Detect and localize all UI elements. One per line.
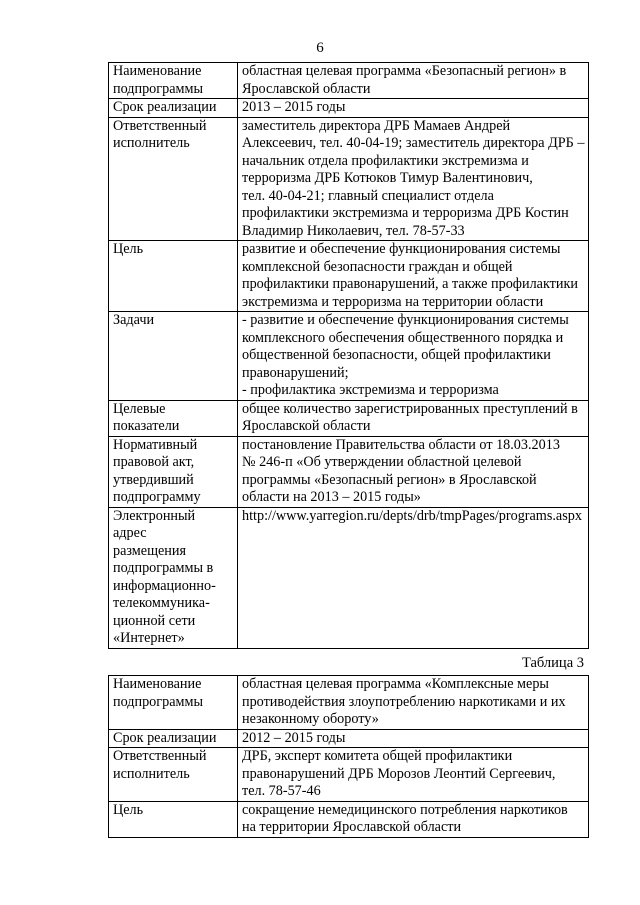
- row-label-line: подпрограммы: [113, 693, 203, 710]
- row-label-line: Электронный: [113, 507, 196, 524]
- row-value-cell: [238, 507, 589, 648]
- row-value-line: сокращение немедицинского потребления наркотиков: [242, 801, 568, 818]
- row-value-cell: [238, 801, 589, 837]
- row-label-cell: [109, 748, 238, 802]
- row-value-line: тел. 78-57-46: [242, 783, 321, 799]
- table-caption: Таблица 3: [521, 655, 584, 671]
- row-label-cell: [109, 117, 238, 241]
- row-value-line: заместитель директора ДРБ Мамаев Андрей: [242, 117, 511, 134]
- row-value-line: профилактики правонарушений, а также профилактики: [242, 276, 578, 292]
- row-label-cell: [109, 436, 238, 507]
- subprogram-table-1: [108, 62, 589, 649]
- row-value-line: общее количество зарегистрированных преступлений в: [242, 400, 578, 417]
- row-label-line: правовой акт,: [113, 454, 195, 470]
- row-value-line: - профилактика экстремизма и терроризма: [242, 382, 499, 398]
- subprogram-table-3: [108, 675, 589, 838]
- row-label-line: адрес: [113, 525, 147, 541]
- row-value-line: терроризма ДРБ Котюков Тимур Валентинович,: [242, 170, 533, 186]
- row-value-cell: [238, 99, 589, 118]
- row-value-line: Ярославской области: [242, 418, 371, 434]
- row-value-cell: [238, 312, 589, 401]
- row-label-cell: [109, 312, 238, 401]
- table-row: [109, 312, 589, 401]
- row-label-line: телекоммуника-: [113, 595, 210, 611]
- row-value-line: областная целевая программа «Безопасный регион» в: [242, 63, 567, 79]
- row-label-line: Задачи: [113, 312, 155, 328]
- table-row: [109, 117, 589, 241]
- row-value-cell: [238, 748, 589, 802]
- row-value-line: незаконному обороту»: [242, 711, 379, 727]
- row-value-line: правонарушений ДРБ Морозов Леонтий Сергеевич,: [242, 765, 556, 782]
- table-row: [109, 748, 589, 802]
- row-label-cell: [109, 241, 238, 312]
- row-value-line: программы «Безопасный регион» в Ярославской: [242, 471, 537, 488]
- row-label-line: исполнитель: [113, 135, 190, 151]
- row-label-cell: [109, 507, 238, 648]
- row-value-line: 2013 – 2015 годы: [242, 99, 346, 115]
- row-label-line: показатели: [113, 418, 180, 434]
- row-value-cell: [238, 241, 589, 312]
- row-value-line: № 246-п «Об утверждении областной целевой: [242, 454, 522, 470]
- row-label-line: исполнитель: [113, 765, 190, 782]
- table-row: [109, 400, 589, 436]
- table-row: [109, 507, 589, 648]
- row-value-cell: [238, 117, 589, 241]
- row-label-cell: [109, 400, 238, 436]
- table-row: [109, 99, 589, 118]
- row-value-cell: [238, 400, 589, 436]
- row-value-line: постановление Правительства области от 18.03.2013: [242, 436, 560, 453]
- row-value-line: http://www.yarregion.ru/depts/drb/tmpPages/programs.aspx: [242, 507, 582, 524]
- row-label-line: Нормативный: [113, 436, 198, 453]
- row-value-line: - развитие и обеспечение функционирования системы: [242, 312, 569, 328]
- row-value-cell: [238, 676, 589, 730]
- row-value-line: развитие и обеспечение функционирования системы: [242, 241, 561, 257]
- row-label-cell: [109, 801, 238, 837]
- row-label-line: информационно-: [113, 577, 216, 594]
- row-value-line: областная целевая программа «Комплексные меры: [242, 676, 549, 692]
- row-label-cell: [109, 63, 238, 99]
- row-value-line: правонарушений;: [242, 364, 349, 381]
- row-value-line: противодействия злоупотреблению наркотиками и их: [242, 693, 566, 710]
- row-value-line: Владимир Николаевич, тел. 78-57-33: [242, 222, 465, 239]
- row-value-line: начальник отдела профилактики экстремизма и: [242, 152, 529, 169]
- row-label-cell: [109, 99, 238, 118]
- row-label-line: Срок реализации: [113, 99, 217, 115]
- row-value-line: комплексной безопасности граждан и общей: [242, 258, 513, 275]
- row-value-line: на территории Ярославской области: [242, 819, 462, 835]
- row-value-line: комплексного обеспечения общественного порядка и: [242, 329, 564, 346]
- row-value-cell: [238, 63, 589, 99]
- page-number: 6: [316, 40, 324, 56]
- row-label-line: «Интернет»: [113, 630, 185, 646]
- row-value-line: экстремизма и терроризма на территории области: [242, 293, 544, 310]
- row-label-line: подпрограммы в: [113, 560, 214, 576]
- row-value-line: ДРБ, эксперт комитета общей профилактики: [242, 748, 513, 764]
- row-label-line: Ответственный: [113, 748, 207, 764]
- row-label-line: Ответственный: [113, 117, 207, 134]
- row-label-line: Наименование: [113, 63, 202, 79]
- row-label-line: подпрограмму: [113, 489, 201, 505]
- row-value-cell: [238, 436, 589, 507]
- row-value-line: Ярославской области: [242, 80, 371, 97]
- row-value-line: общественной безопасности, общей профилактики: [242, 347, 551, 363]
- row-value-line: области на 2013 – 2015 годы»: [242, 489, 421, 505]
- row-label-line: Наименование: [113, 676, 202, 692]
- row-label-line: Срок реализации: [113, 729, 217, 746]
- row-label-cell: [109, 729, 238, 748]
- row-label-line: ционной сети: [113, 612, 196, 629]
- row-value-line: профилактики экстремизма и терроризма ДРБ Костин: [242, 205, 569, 221]
- table-row: [109, 241, 589, 312]
- row-label-line: утвердивший: [113, 471, 194, 488]
- row-label-line: Цель: [113, 241, 144, 257]
- row-value-line: тел. 40-04-21; главный специалист отдела: [242, 187, 494, 204]
- table-row: [109, 729, 589, 748]
- row-label-line: Цель: [113, 801, 144, 818]
- row-label-line: подпрограммы: [113, 80, 203, 97]
- table-row: [109, 676, 589, 730]
- row-value-cell: [238, 729, 589, 748]
- row-value-line: 2012 – 2015 годы: [242, 729, 346, 746]
- row-label-cell: [109, 676, 238, 730]
- row-value-line: Алексеевич, тел. 40-04-19; заместитель директора ДРБ –: [242, 135, 585, 151]
- row-label-line: размещения: [113, 542, 187, 559]
- row-label-line: Целевые: [113, 400, 166, 417]
- table-row: [109, 801, 589, 837]
- table-row: [109, 63, 589, 99]
- table-row: [109, 436, 589, 507]
